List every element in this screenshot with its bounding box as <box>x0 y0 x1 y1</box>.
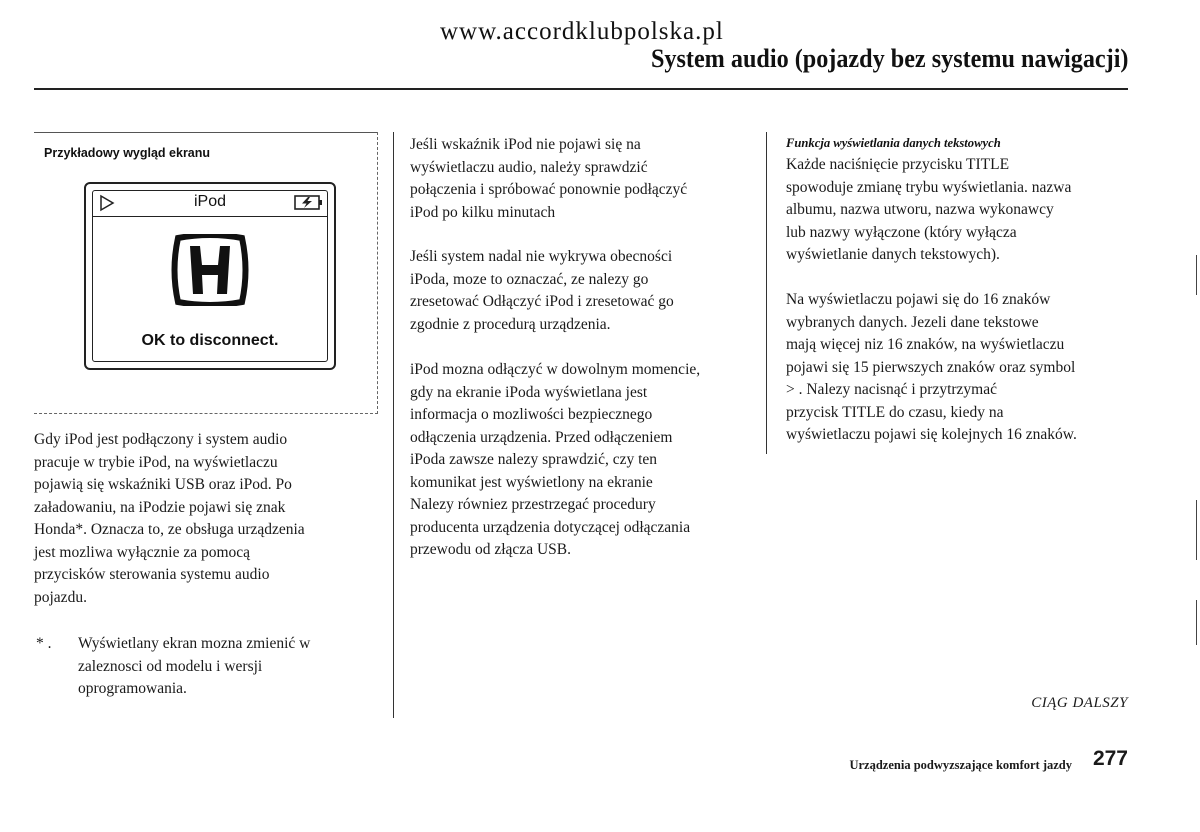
frame-right-rule <box>377 132 378 414</box>
col2-paragraph-3 <box>410 359 700 562</box>
text-line: przewodu od złącza USB. <box>410 541 571 558</box>
text-line: Jeśli wskaźnik iPod nie pojawi się na <box>410 136 641 153</box>
text-line: iPod mozna odłączyć w dowolnym momencie, <box>410 361 701 378</box>
col3-paragraph-2 <box>786 289 1077 447</box>
text-line: przycisków sterowania systemu audio <box>34 566 270 583</box>
text-line: iPod po kilku minutach <box>410 203 556 221</box>
frame-top-rule <box>34 132 378 133</box>
text-line: Na wyświetlaczu pojawi się do 16 znaków <box>786 291 1051 308</box>
col2-paragraph-2 <box>410 246 674 336</box>
col3-paragraph-1 <box>786 154 1071 267</box>
text-line: załadowaniu, na iPodzie pojawi się znak <box>34 498 286 516</box>
text-line: Honda*. Oznacza to, ze obsługa urządzenia <box>34 521 305 538</box>
honda-logo-icon <box>170 234 250 306</box>
text-line: Jeśli system nadal nie wykrywa obecności <box>410 248 673 265</box>
text-line: oprogramowania. <box>78 680 187 697</box>
text-line: gdy na ekranie iPoda wyświetlana jest <box>410 383 648 401</box>
edge-mark <box>1196 600 1197 645</box>
text-line: jest mozliwa wyłącznie za pomocą <box>34 543 251 561</box>
edge-mark <box>1196 500 1197 560</box>
text-line: pojawi się 15 pierwszych znaków oraz symbol <box>786 358 1076 376</box>
footer-section-name: Urządzenia podwyzszające komfort jazdy <box>849 758 1072 772</box>
ipod-device-title: iPod <box>193 193 227 210</box>
header-rule <box>34 88 1128 90</box>
page-number: 277 <box>1092 747 1128 770</box>
text-line: pracuje w trybie iPod, na wyświetlaczu <box>34 453 278 471</box>
text-line: odłączenia urządzenia. Przed odłączeniem <box>410 428 673 446</box>
footnote-marker: * . <box>36 635 52 652</box>
text-line: wyświetlaczu pojawi się kolejnych 16 znaków. <box>786 426 1077 443</box>
footnote <box>78 633 310 701</box>
text-line: spowoduje zmianę trybu wyświetlania. nazwa <box>786 178 1072 196</box>
text-line: > . Nalezy nacisnąć i przytrzymać <box>786 381 997 398</box>
text-line: pojawią się wskaźniki USB oraz iPod. Po <box>34 476 292 493</box>
text-line: Każde naciśnięcie przycisku TITLE <box>786 156 1010 173</box>
text-line: wybranych danych. Jezeli dane tekstowe <box>786 313 1039 331</box>
continued-label: CIĄG DALSZY <box>1031 695 1128 711</box>
text-line: Gdy iPod jest podłączony i system audio <box>34 431 288 448</box>
text-line: lub nazwy wyłączone (który wyłącza <box>786 223 1017 241</box>
edge-mark <box>1196 255 1197 295</box>
ipod-topbar <box>92 190 328 217</box>
text-line: Nalezy równiez przestrzegać procedury <box>410 496 656 513</box>
text-line: iPoda zawsze nalezy sprawdzić, czy ten <box>410 451 658 468</box>
text-line: producenta urządzenia dotyczącej odłączania <box>410 518 691 536</box>
page-title: System audio (pojazdy bez systemu nawigacji) <box>650 44 1128 73</box>
ipod-display <box>84 182 336 370</box>
text-line: połączenia i spróbować ponownie podłączyć <box>410 181 688 198</box>
ipod-status-message: OK to disconnect. <box>141 332 279 349</box>
screen-example-box <box>34 132 378 414</box>
section-subheading: Funkcja wyświetlania danych tekstowych <box>786 135 1001 150</box>
text-line: pojazdu. <box>34 588 87 606</box>
frame-bottom-rule <box>34 413 378 414</box>
battery-charging-icon <box>294 194 324 211</box>
text-line: zaleznosci od modelu i wersji <box>78 657 263 675</box>
text-line: zresetować Odłączyć iPod i zresetować go <box>410 293 674 310</box>
screen-example-label: Przykładowy wygląd ekranu <box>44 146 211 160</box>
text-line: komunikat jest wyświetlony na ekranie <box>410 473 653 491</box>
col2-paragraph-1 <box>410 134 687 224</box>
text-line: przycisk TITLE do czasu, kiedy na <box>786 403 1004 421</box>
text-line: mają więcej niz 16 znaków, na wyświetlaczu <box>786 336 1065 353</box>
site-url: www.accordklubpolska.pl <box>440 18 724 45</box>
text-line: zgodnie z procedurą urządzenia. <box>410 315 611 333</box>
col1-paragraph <box>34 429 305 609</box>
text-line: Wyświetlany ekran mozna zmienić w <box>78 635 311 652</box>
text-line: wyświetlaczu audio, należy sprawdzić <box>410 158 648 176</box>
column-divider-left <box>393 132 394 718</box>
text-line: iPoda, moze to oznaczać, ze nalezy go <box>410 270 649 288</box>
text-line: albumu, nazwa utworu, nazwa wykonawcy <box>786 201 1054 218</box>
column-divider-right <box>766 132 767 454</box>
text-line: informacja o mozliwości bezpiecznego <box>410 406 653 423</box>
text-line: wyświetlanie danych tekstowych). <box>786 246 1000 263</box>
